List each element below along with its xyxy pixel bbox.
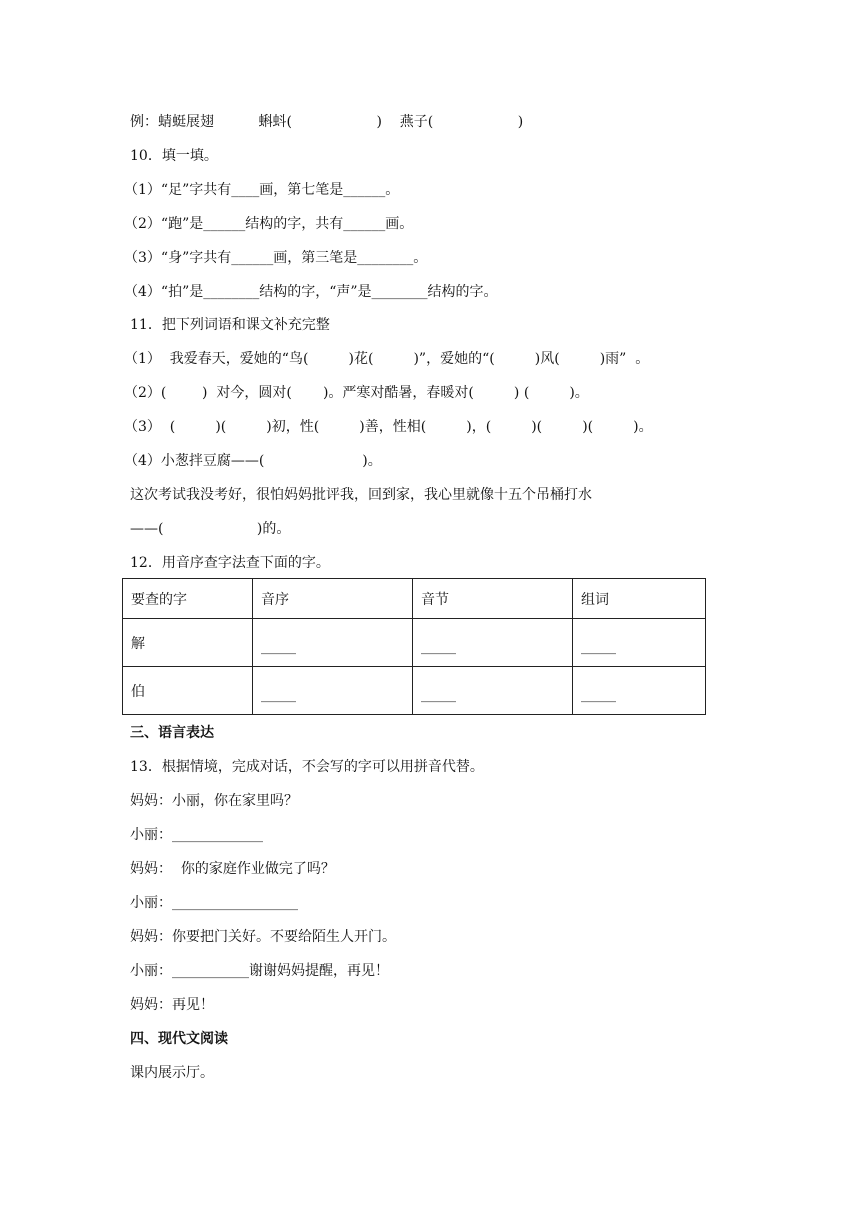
table-header-cell: 音节 — [413, 579, 573, 619]
table-header-cell: 要查的字 — [123, 579, 253, 619]
answer-blank: _____ — [261, 638, 296, 655]
example-line: 例：蜻蜓展翅 蝌蚪( ) 燕子( ) — [130, 114, 524, 130]
table-cell-blank[interactable] — [573, 619, 706, 667]
table-header-cell: 音序 — [253, 579, 413, 619]
question-10-item-1: （1）“足”字共有____画，第七笔是______。 — [124, 182, 400, 198]
table-cell-blank[interactable] — [573, 667, 706, 715]
answer-blank: _____ — [421, 638, 456, 655]
table-cell-blank[interactable] — [253, 667, 413, 715]
dialogue-line: 妈妈：小丽，你在家里吗？ — [130, 793, 298, 809]
question-10-item-3: （3）“身”字共有______画，第三笔是________。 — [124, 250, 428, 266]
question-10-item-4: （4）“拍”是________结构的字，“声”是________结构的字。 — [124, 284, 498, 300]
section-3-heading: 三、语言表达 — [130, 725, 214, 741]
dialogue-line: 妈妈：再见！ — [130, 997, 214, 1013]
dialogue-line: 妈妈： 你的家庭作业做完了吗？ — [130, 861, 335, 877]
dialogue-line: 小丽：_____________ — [130, 827, 263, 843]
answer-blank: _____ — [581, 638, 616, 655]
dialogue-line: 小丽：__________________ — [130, 895, 298, 911]
question-13-title: 13．根据情境，完成对话，不会写的字可以用拼音代替。 — [130, 759, 484, 775]
table-cell-char: 解 — [123, 619, 253, 667]
dialogue-line: 妈妈：你要把门关好。不要给陌生人开门。 — [130, 929, 396, 945]
question-10-item-2: （2）“跑”是______结构的字，共有______画。 — [124, 216, 414, 232]
reading-intro: 课内展示厅。 — [130, 1065, 214, 1081]
dialogue-line: 小丽：___________谢谢妈妈提醒，再见！ — [130, 963, 389, 979]
question-11-item-1: （1） 我爱春天，爱她的“鸟( )花( )”，爱她的“( )风( )雨” 。 — [124, 351, 650, 367]
table-cell-char: 伯 — [123, 667, 253, 715]
table-header-row — [123, 579, 706, 619]
question-11-item-4: （4）小葱拌豆腐——( )。 — [124, 453, 382, 469]
answer-blank: _____ — [421, 686, 456, 703]
question-10-title: 10．填一填。 — [130, 148, 218, 164]
table-cell-blank[interactable] — [413, 667, 573, 715]
table-row — [123, 619, 706, 667]
question-11-title: 11．把下列词语和课文补充完整 — [130, 317, 330, 333]
table-row — [123, 667, 706, 715]
table-cell-blank[interactable] — [253, 619, 413, 667]
table-cell-blank[interactable] — [413, 619, 573, 667]
section-4-heading: 四、现代文阅读 — [130, 1031, 228, 1047]
question-11-item-3: （3） ( )( )初，性( )善，性相( )，( )( )( )。 — [124, 419, 653, 435]
question-11-item-2: （2）( ) 对今，圆对( )。严寒对酷暑，春暖对( ) ( )。 — [124, 385, 589, 401]
question-11-item-5-line-2: ——( )的。 — [130, 521, 291, 537]
answer-blank: _____ — [261, 686, 296, 703]
question-11-item-5-line-1: 这次考试我没考好，很怕妈妈批评我，回到家，我心里就像十五个吊桶打水 — [130, 487, 592, 503]
table-header-cell: 组词 — [573, 579, 706, 619]
lookup-table — [122, 578, 706, 715]
question-12-title: 12．用音序查字法查下面的字。 — [130, 555, 330, 571]
answer-blank: _____ — [581, 686, 616, 703]
